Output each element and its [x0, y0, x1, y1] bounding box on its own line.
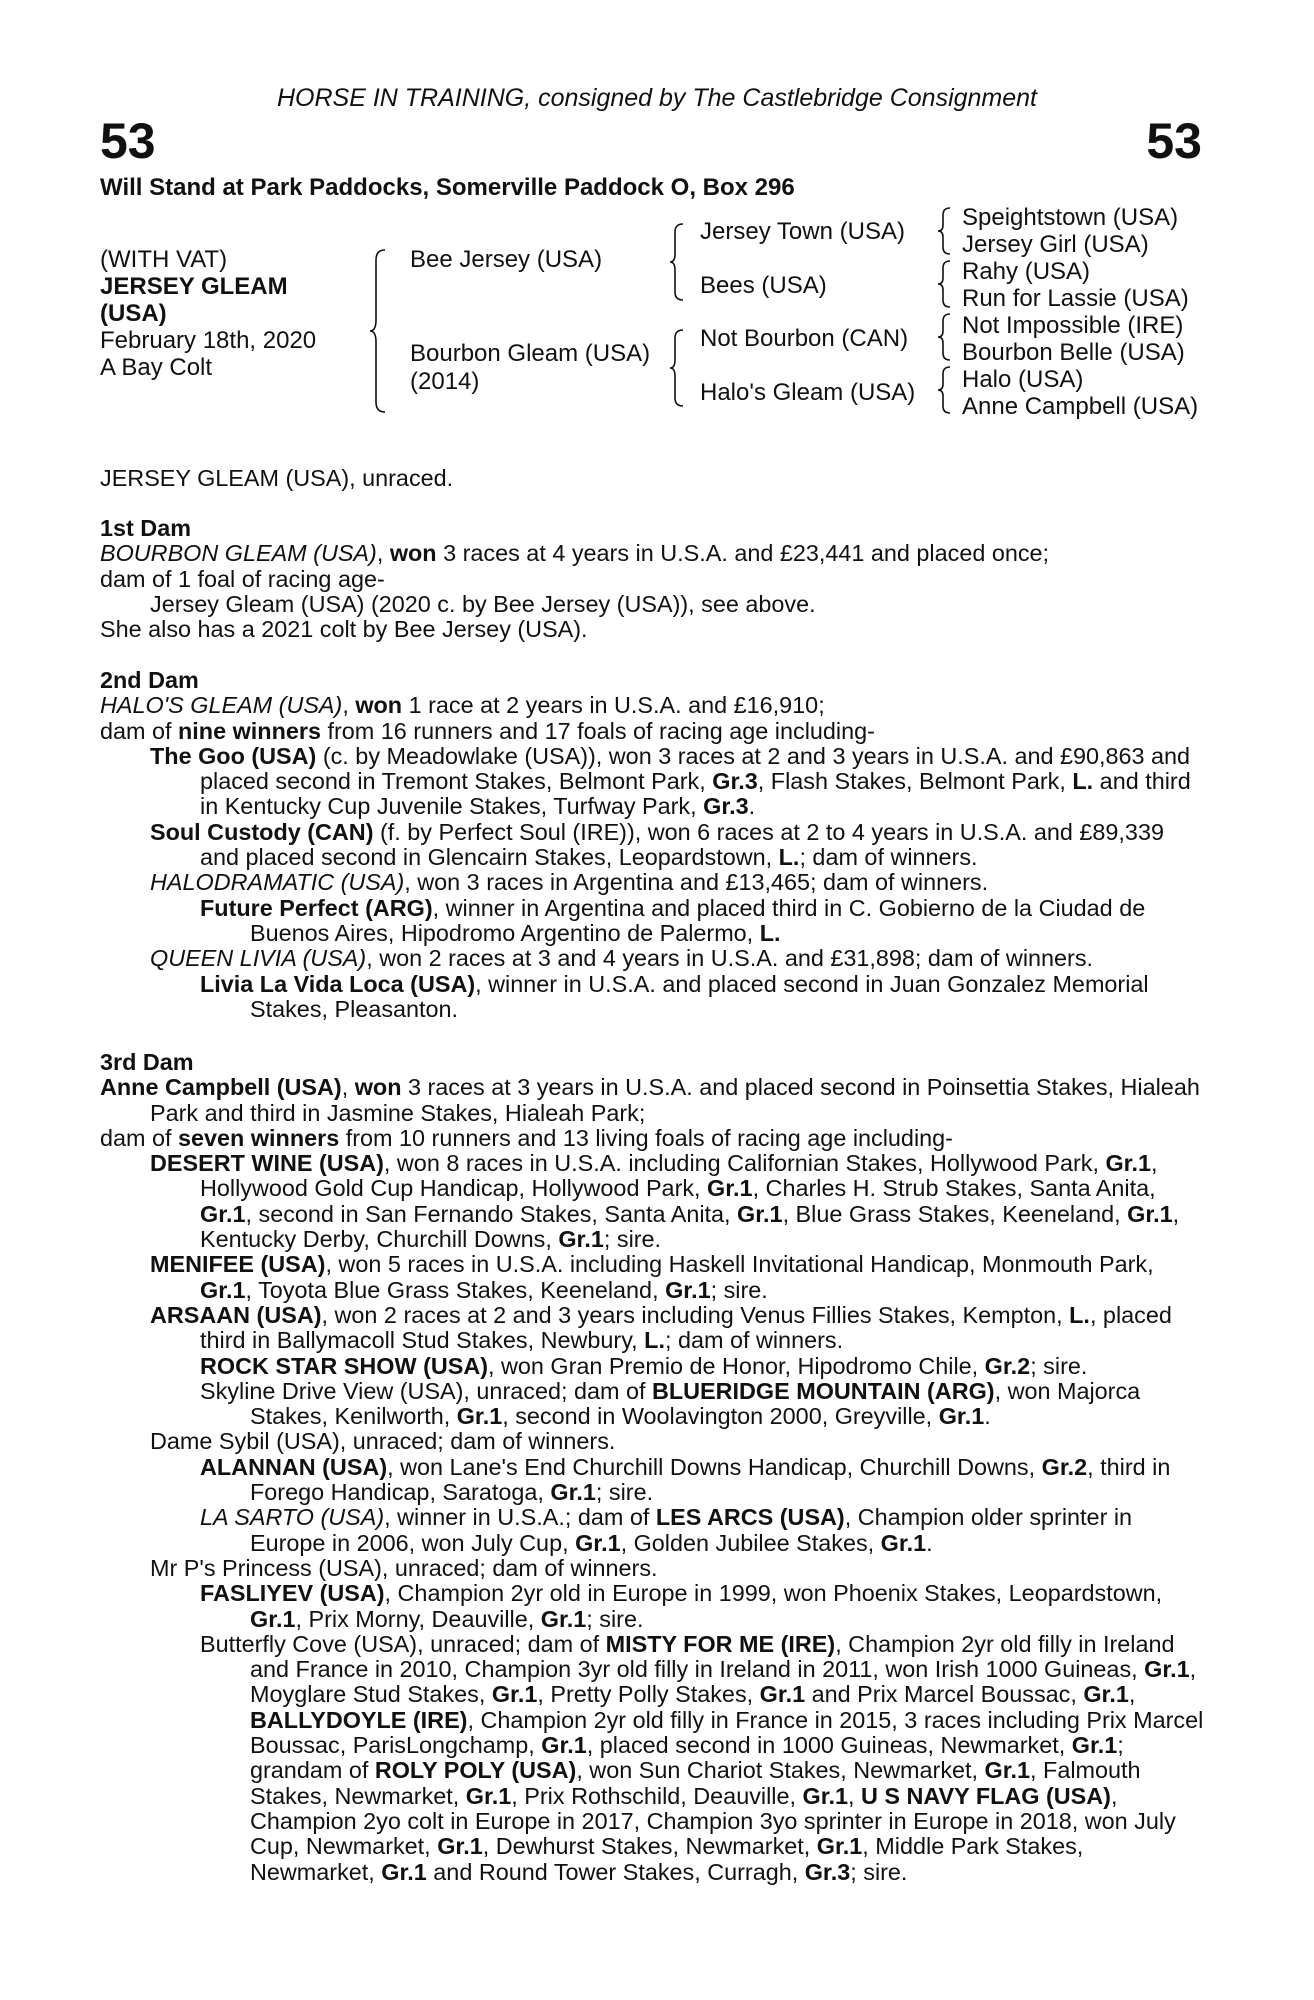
- dam-name: HALO'S GLEAM (USA): [100, 692, 343, 719]
- horse-dob: February 18th, 2020: [100, 327, 317, 354]
- dam-record: 3 races at 4 years in U.S.A. and £23,441 and placed once;: [436, 540, 1050, 567]
- dam-name: BOURBON GLEAM (USA): [100, 540, 377, 567]
- racing-record-summary: [100, 466, 1204, 491]
- pedigree-sire: Bee Jersey (USA): [410, 246, 603, 273]
- foals-summary: dam of nine winners from 16 runners and 17 foals of racing age including-: [100, 717, 875, 744]
- pedigree-sire-sire: Jersey Town (USA): [700, 218, 905, 245]
- produce-entry: Future Perfect (ARG), winner in Argentina and placed third in C. Gobierno de la Ciudad de Buenos Aires, Hipodromo Argentino de Palermo, L.: [200, 894, 1146, 946]
- foal-entry: Jersey Gleam (USA) (2020 c. by Bee Jersey (USA)), see above.: [150, 590, 816, 617]
- pedigree-bracket-dd: [938, 365, 954, 415]
- pedigree-bracket-sd: [938, 259, 954, 309]
- vat-note: (WITH VAT): [100, 246, 228, 273]
- lot-number-right: 53: [1146, 113, 1202, 169]
- produce-entry: The Goo (USA) (c. by Meadowlake (USA)), won 3 races at 2 and 3 years in U.S.A. and £90,863 and placed second in Tremont Stakes, Belmont Park, Gr.3, Flash Stakes, Belmont Park, L. and third in Kentucky Cup Juvenile Stakes, Turfway Park, Gr.3.: [150, 742, 1191, 820]
- dam-record: 1 race at 2 years in U.S.A. and £16,910;: [402, 692, 825, 719]
- pedigree-bracket-ds: [938, 312, 954, 362]
- pedigree-g3-5: Not Impossible (IRE): [962, 312, 1184, 339]
- first-dam-section: 1st Dam BOURBON GLEAM (USA), won 3 races at 4 years in U.S.A. and £23,441 and placed once; dam of 1 foal of racing age- Jersey Gleam (USA) (2020 c. by Bee Jersey (USA)), see above. She also has a 2021 colt by Bee Jersey (USA).: [100, 516, 1204, 642]
- produce-entry: FASLIYEV (USA), Champion 2yr old in Europe in 1999, won Phoenix Stakes, Leopardstown, Gr.1, Prix Morny, Deauville, Gr.1; sire.: [200, 1580, 1163, 1632]
- produce-entry: Soul Custody (CAN) (f. by Perfect Soul (IRE)), won 6 races at 2 to 4 years in U.S.A. and £89,339 and placed second in Glencairn Stakes, Leopardstown, L.; dam of winners.: [150, 818, 1164, 871]
- section-heading: 1st Dam: [100, 515, 192, 541]
- produce-entry: Mr P's Princess (USA), unraced; dam of winners.: [150, 1554, 658, 1581]
- pedigree-g3-2: Jersey Girl (USA): [962, 231, 1149, 258]
- produce-entry: ALANNAN (USA), won Lane's End Churchill Downs Handicap, Churchill Downs, Gr.2, third in Forego Handicap, Saratoga, Gr.1; sire.: [200, 1453, 1171, 1506]
- horse-origin: (USA): [100, 300, 167, 327]
- foal-note: She also has a 2021 colt by Bee Jersey (USA).: [100, 616, 588, 643]
- pedigree-dam-year: (2014): [410, 368, 480, 395]
- pedigree-bracket-main: [370, 248, 390, 414]
- pedigree-dam: Bourbon Gleam (USA): [410, 340, 651, 367]
- pedigree-dam-sire: Not Bourbon (CAN): [700, 325, 909, 352]
- produce-entry: Skyline Drive View (USA), unraced; dam of BLUERIDGE MOUNTAIN (ARG), won Majorca Stakes, Kenilworth, Gr.1, second in Woolavington 2000, Greyville, Gr.1.: [200, 1377, 1141, 1430]
- pedigree-g3-3: Rahy (USA): [962, 258, 1091, 285]
- consignment-title: HORSE IN TRAINING, consigned by The Castlebridge Consignment: [276, 84, 1038, 112]
- pedigree-bracket-sire: [670, 222, 688, 302]
- lot-number-left: 53: [100, 113, 156, 169]
- pedigree-g3-4: Run for Lassie (USA): [962, 285, 1189, 312]
- pedigree-dam-dam: Halo's Gleam (USA): [700, 379, 916, 406]
- produce-entry: ROCK STAR SHOW (USA), won Gran Premio de Honor, Hipodromo Chile, Gr.2; sire.: [200, 1352, 1088, 1379]
- foals-summary: dam of 1 foal of racing age-: [100, 565, 385, 592]
- won-label: won: [355, 692, 403, 719]
- third-dam-section: [100, 1050, 1204, 1885]
- pedigree-bracket-dam: [670, 328, 688, 408]
- produce-entry: ARSAAN (USA), won 2 races at 2 and 3 years including Venus Fillies Stakes, Kempton, L., placed third in Ballymacoll Stud Stakes, Newbury, L.; dam of winners.: [150, 1301, 1172, 1354]
- second-dam-section: 2nd Dam HALO'S GLEAM (USA), won 1 race at 2 years in U.S.A. and £16,910; dam of nine winners from 16 runners and 17 foals of racing age including- The Goo (USA) (c. by Meadowlake (USA)), won 3 races at 2 and 3 years in U.S.A. and £90,863 and placed second in Tremont Stakes, Belmont Park, Gr.3, Flash Stakes, Belmont Park, L. and third in Kentucky Cup Juvenile Stakes, Turfway Park, Gr.3. Soul Custody (CAN) (f. by Perfect Soul (IRE)), won 6 races at 2 to 4 years in U.S.A. and £89,339 and placed second in Glencairn Stakes, Leopardstown, L.; dam of winners. HALODRAMATIC (USA), won 3 races in Argentina and £13,465; dam of winners. Future Perfect (ARG), winner in Argentina and placed third in C. Gobierno de la Ciudad de Buenos Aires, Hipodromo Argentino de Palermo, L. QUEEN LIVIA (USA), won 2 races at 3 and 4 years in U.S.A. and £31,898; dam of winners. Livia La Vida Loca (USA), winner in U.S.A. and placed second in Juan Gonzalez Memorial Stakes, Pleasanton.: [100, 668, 1204, 1022]
- pedigree-g3-7: Halo (USA): [962, 366, 1084, 393]
- section-heading: 2nd Dam: [100, 667, 199, 693]
- produce-entry: QUEEN LIVIA (USA), won 2 races at 3 and 4 years in U.S.A. and £31,898; dam of winners.: [150, 945, 1094, 972]
- pedigree-g3-1: Speightstown (USA): [962, 204, 1179, 231]
- produce-entry: Butterfly Cove (USA), unraced; dam of MISTY FOR ME (IRE), Champion 2yr old filly in Ireland and France in 2010, Champion 3yr old filly in Ireland in 2011, won Irish 1000 Guineas, Gr.1, Moyglare Stud Stakes, Gr.1, Pretty Polly Stakes, Gr.1 and Prix Marcel Boussac, Gr.1, BALLYDOYLE (IRE), Champion 2yr old filly in France in 2015, 3 races including Prix Marcel Boussac, ParisLongchamp, Gr.1, placed second in 1000 Guineas, Newmarket, Gr.1; grandam of ROLY POLY (USA), won Sun Chariot Stakes, Newmarket, Gr.1, Falmouth Stakes, Newmarket, Gr.1, Prix Rothschild, Deauville, Gr.1, U S NAVY FLAG (USA), Champion 2yo colt in Europe in 2017, Champion 3yo sprinter in Europe in 2018, won July Cup, Newmarket, Gr.1, Dewhurst Stakes, Newmarket, Gr.1, Middle Park Stakes, Newmarket, Gr.1 and Round Tower Stakes, Curragh, Gr.3; sire.: [200, 1630, 1204, 1885]
- pedigree-g3-6: Bourbon Belle (USA): [962, 339, 1185, 366]
- stabling-location: Will Stand at Park Paddocks, Somerville Paddock O, Box 296: [100, 174, 795, 201]
- dam-record: Anne Campbell (USA), won 3 races at 3 years in U.S.A. and placed second in Poinsettia Stakes, Hialeah Park and third in Jasmine Stakes, Hialeah Park;: [100, 1074, 1200, 1126]
- section-heading: 3rd Dam: [100, 1049, 194, 1075]
- produce-entry: Dame Sybil (USA), unraced; dam of winners.: [150, 1428, 616, 1455]
- produce-entry: HALODRAMATIC (USA), won 3 races in Argentina and £13,465; dam of winners.: [150, 869, 989, 896]
- horse-description: A Bay Colt: [100, 354, 213, 381]
- produce-entry: MENIFEE (USA), won 5 races in U.S.A. including Haskell Invitational Handicap, Monmouth Park, Gr.1, Toyota Blue Grass Stakes, Keeneland, Gr.1; sire.: [150, 1251, 1154, 1303]
- pedigree-sire-dam: Bees (USA): [700, 272, 827, 299]
- pedigree-bracket-ss: [938, 206, 954, 256]
- produce-entry: DESERT WINE (USA), won 8 races in U.S.A. including Californian Stakes, Hollywood Park, Gr.1, Hollywood Gold Cup Handicap, Hollywood Park, Gr.1, Charles H. Strub Stakes, Santa Anita, Gr.1, second in San Fernando Stakes, Santa Anita, Gr.1, Blue Grass Stakes, Keeneland, Gr.1, Kentucky Derby, Churchill Downs, Gr.1; sire.: [150, 1150, 1180, 1253]
- foals-summary: dam of seven winners from 10 runners and 13 living foals of racing age including-: [100, 1124, 953, 1151]
- pedigree-g3-8: Anne Campbell (USA): [962, 393, 1199, 420]
- horse-name: JERSEY GLEAM: [100, 273, 288, 300]
- produce-entry: Livia La Vida Loca (USA), winner in U.S.A. and placed second in Juan Gonzalez Memorial Stakes, Pleasanton.: [200, 970, 1149, 1022]
- unraced-note: JERSEY GLEAM (USA), unraced.: [100, 465, 454, 491]
- produce-entry: LA SARTO (USA), winner in U.S.A.; dam of LES ARCS (USA), Champion older sprinter in Europe in 2006, won July Cup, Gr.1, Golden Jubilee Stakes, Gr.1.: [200, 1504, 1133, 1556]
- won-label: won: [389, 540, 437, 567]
